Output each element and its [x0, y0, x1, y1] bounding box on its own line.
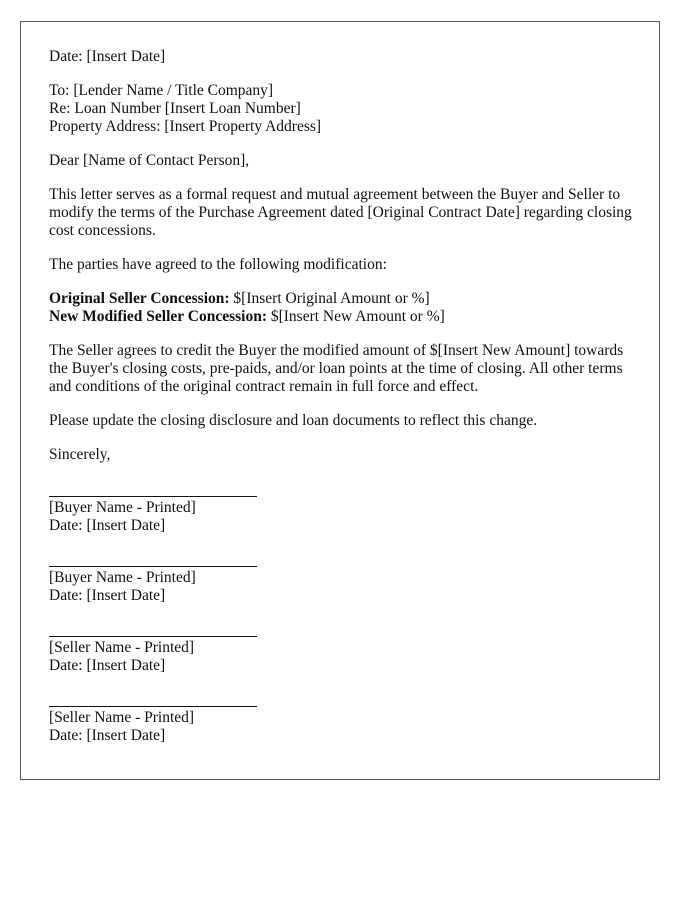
signer-date: Date: [Insert Date]	[49, 517, 166, 534]
credit-paragraph: The Seller agrees to credit the Buyer the modified amount of $[Insert New Amount] towards the Buyer's closing costs, pre-paids, and/or loan points at the time of closing. All other terms and conditions of the original contract remain in full force and effect.	[49, 342, 624, 395]
signature-line	[49, 496, 257, 497]
closing-salutation: Sincerely,	[49, 446, 111, 463]
original-concession-line	[49, 290, 639, 308]
signature-block-buyer-2	[49, 566, 349, 605]
signer-name: [Buyer Name - Printed]	[49, 499, 196, 516]
signature-line	[49, 566, 257, 567]
signer-date: Date: [Insert Date]	[49, 657, 166, 674]
recipient-to: To: [Lender Name / Title Company]	[49, 82, 274, 99]
original-concession-label: Original Seller Concession:	[49, 290, 230, 307]
property-address: Property Address: [Insert Property Address]	[49, 118, 322, 135]
modification-intro: The parties have agreed to the following modification:	[49, 256, 387, 273]
new-concession-line	[49, 308, 639, 326]
loan-number-reference: Re: Loan Number [Insert Loan Number]	[49, 100, 301, 117]
signature-line	[49, 636, 257, 637]
intro-paragraph: This letter serves as a formal request and mutual agreement between the Buyer and Seller to modify the terms of the Purchase Agreement dated [Original Contract Date] regarding closing cost concessions.	[49, 186, 632, 239]
signature-block-buyer-1	[49, 496, 349, 535]
new-concession-label: New Modified Seller Concession:	[49, 308, 267, 325]
original-concession-value: $[Insert Original Amount or %]	[229, 290, 430, 307]
salutation-section	[49, 152, 639, 170]
signer-name: [Seller Name - Printed]	[49, 709, 195, 726]
signer-date: Date: [Insert Date]	[49, 587, 166, 604]
signature-line	[49, 706, 257, 707]
signature-block-seller-1	[49, 636, 349, 675]
letter-date: Date: [Insert Date]	[49, 48, 166, 65]
new-concession-value: $[Insert New Amount or %]	[266, 308, 445, 325]
concessions-section	[49, 290, 639, 326]
date-section	[49, 48, 639, 66]
recipient-section	[49, 82, 639, 136]
signature-block-seller-2	[49, 706, 349, 745]
signer-name: [Seller Name - Printed]	[49, 639, 195, 656]
request-paragraph: Please update the closing disclosure and loan documents to reflect this change.	[49, 412, 538, 429]
salutation: Dear [Name of Contact Person],	[49, 152, 250, 169]
closing-section	[49, 446, 639, 464]
signer-date: Date: [Insert Date]	[49, 727, 166, 744]
letter-body	[49, 48, 639, 480]
signer-name: [Buyer Name - Printed]	[49, 569, 196, 586]
